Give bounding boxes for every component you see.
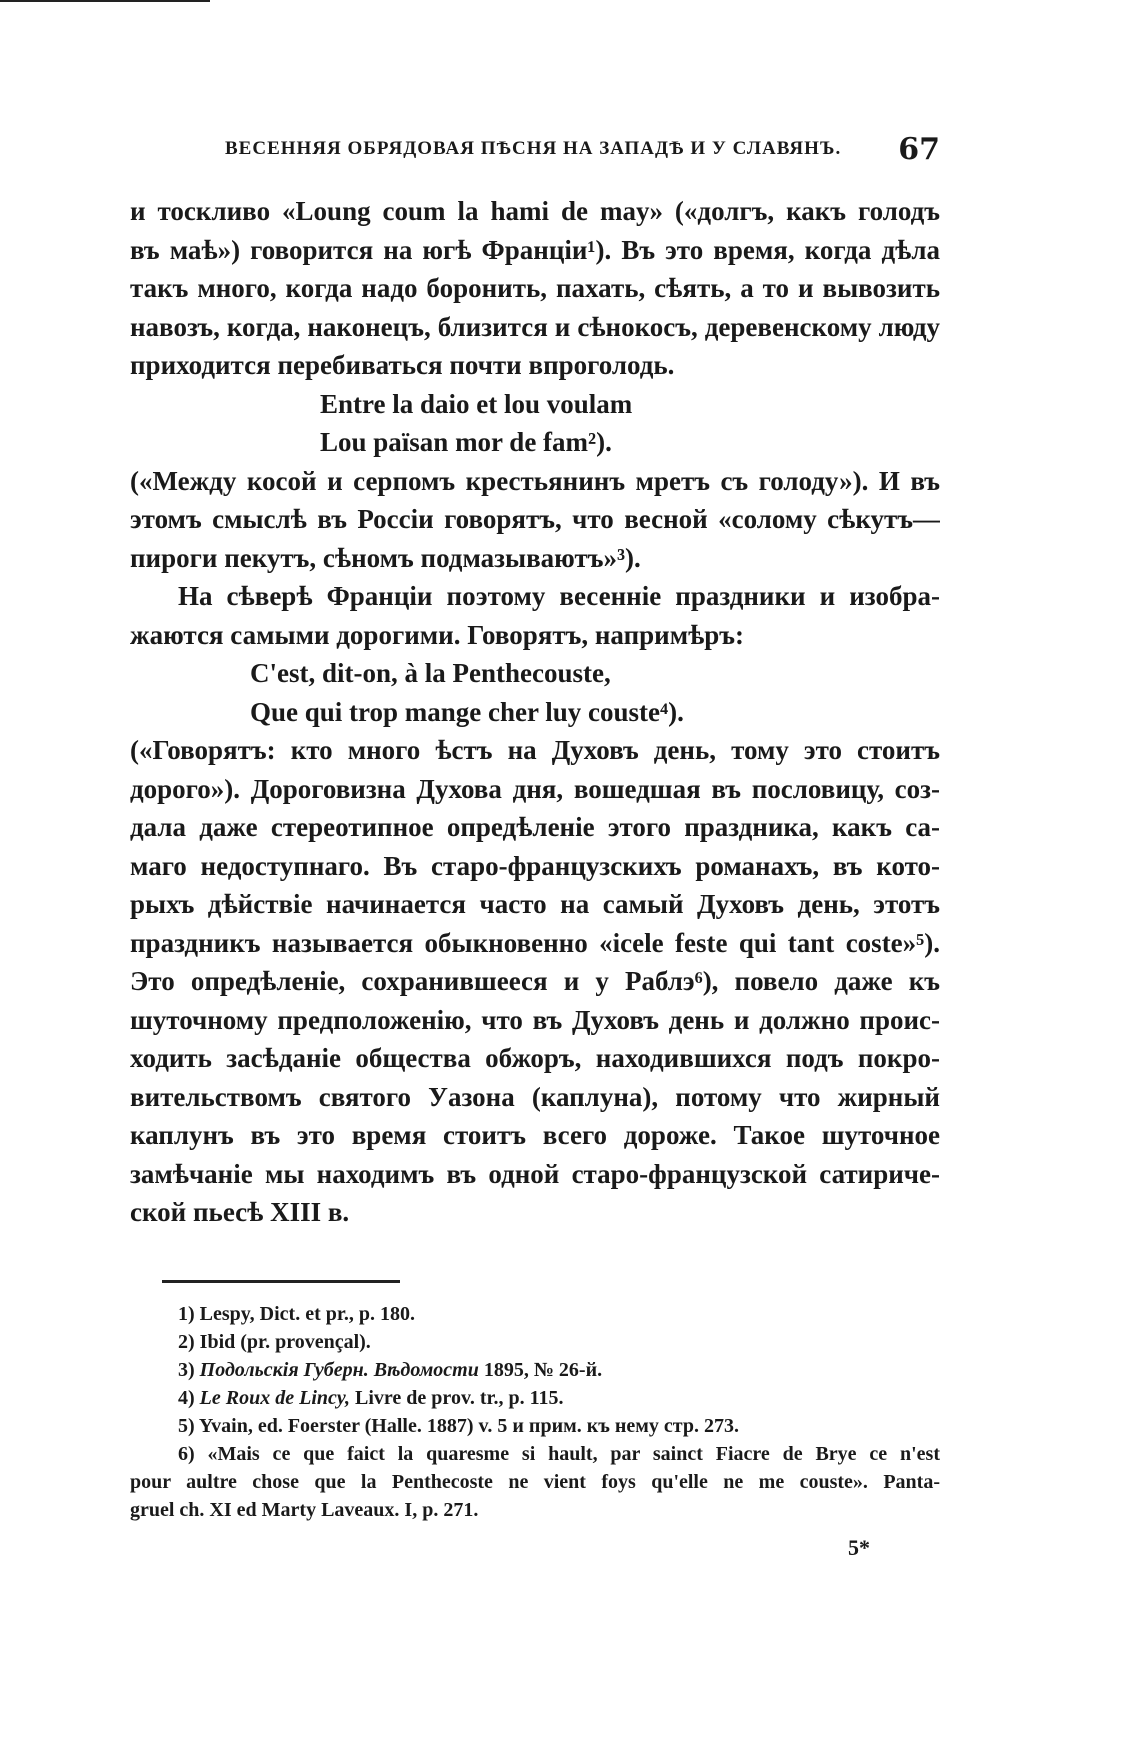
verse-line: Lou païsan mor de fam²).: [320, 427, 612, 457]
text-line: такъ много, когда надо боронить, пахать, сѣять, а то и вывозить: [130, 273, 940, 303]
footnote-6-line-2: pour aultre chose que la Penthecoste ne vient foys qu'elle ne me couste». Panta-: [130, 1471, 940, 1493]
footnote-4: [130, 1384, 940, 1412]
footnote-4-number: 4): [178, 1387, 195, 1409]
text-line: этомъ смыслѣ въ Россіи говорятъ, что весной «солому сѣкутъ—: [130, 504, 940, 534]
top-border-line: [0, 0, 210, 2]
footnote-separator: [162, 1280, 400, 1283]
running-title: ВЕСЕННЯЯ ОБРЯДОВАЯ ПѢСНЯ НА ЗАПАДѢ И У СЛАВЯНЪ.: [225, 138, 842, 159]
text-line: пироги пекутъ, сѣномъ подмазываютъ»³).: [130, 542, 641, 573]
page-number: 67: [898, 132, 940, 167]
verse-line: Entre la daio et lou voulam: [320, 388, 633, 419]
text-line: шуточному предположенію, что въ Духовъ день и должно проис-: [130, 1004, 940, 1035]
text-line: замѣчаніе мы находимъ въ одной старо-французской сатириче-: [130, 1158, 940, 1189]
footnote-6-line-1: 6) «Mais ce que faict la quaresme si hault, par sainct Fiacre de Brye ce n'est: [178, 1443, 940, 1465]
running-header: [130, 132, 940, 172]
footnote-4-author: Le Roux de Lincy,: [199, 1387, 351, 1409]
footnote-5: 5) Yvain, ed. Foerster (Halle. 1887) v. 5 и прим. къ нему стр. 273.: [178, 1415, 739, 1437]
text-line: навозъ, когда, наконецъ, близится и сѣнокосъ, деревенскому люду: [130, 311, 940, 342]
main-text: [130, 192, 940, 1232]
verse-line: Que qui trop mange cher luy couste⁴).: [250, 696, 684, 727]
text-line: дала даже стереотипное опредѣленіе этого праздника, какъ са-: [130, 812, 940, 842]
text-line: («Говорятъ: кто много ѣстъ на Духовъ день, тому это стоитъ: [130, 735, 940, 765]
footnote-6-line-3: gruel ch. XI ed Marty Laveaux. I, p. 271.: [130, 1499, 479, 1521]
text-line: ской пьесѣ XIII в.: [130, 1197, 350, 1227]
footnote-3-number: 3): [178, 1359, 195, 1381]
footnote-3-detail: 1895, № 26-й.: [483, 1359, 603, 1381]
footnote-3: [130, 1356, 940, 1384]
footnote-4-detail: Livre de prov. tr., p. 115.: [355, 1387, 564, 1409]
paragraph-start-line: На сѣверѣ Франціи поэтому весенніе праздники и изобра-: [178, 581, 940, 611]
footnotes: [130, 1300, 940, 1524]
text-line: вительствомъ святого Уазона (каплуна), потому что жирный: [130, 1081, 940, 1112]
text-line: Это опредѣленіе, сохранившееся и у Раблэ⁶), повело даже къ: [130, 966, 940, 996]
footnote-2: 2) Ibid (pr. provençal).: [178, 1331, 371, 1353]
text-line: ходить засѣданіе общества обжоръ, находившихся подъ покро-: [130, 1043, 940, 1073]
text-line: жаются самыми дорогими. Говорятъ, напримѣръ:: [130, 619, 745, 650]
text-line: въ маѣ») говорится на югѣ Франціи¹). Въ это время, когда дѣла: [130, 234, 940, 265]
text-line: («Между косой и серпомъ крестьянинъ мретъ съ голоду»). И въ: [130, 465, 940, 496]
text-line: праздникъ называется обыкновенно «icele feste qui tant coste»⁵).: [130, 927, 940, 958]
text-line: приходится перебиваться почти впроголодь.: [130, 350, 675, 380]
footnote-1: 1) Lespy, Dict. et pr., p. 180.: [178, 1303, 416, 1325]
text-line: дорого»). Дороговизна Духова дня, вошедшая въ пословицу, соз-: [130, 773, 940, 804]
text-line: маго недоступнаго. Въ старо-французскихъ романахъ, въ кото-: [130, 850, 940, 881]
text-line: каплунъ въ это время стоитъ всего дороже. Такое шуточное: [130, 1120, 940, 1150]
text-line: и тоскливо «Loung coum la hami de may» («долгъ, какъ голодъ: [130, 196, 940, 226]
text-line: рыхъ дѣйствіе начинается часто на самый Духовъ день, этотъ: [130, 889, 940, 919]
signature-mark: 5*: [848, 1535, 870, 1560]
verse-line: C'est, dit-on, à la Penthecouste,: [250, 658, 611, 688]
footnote-3-source: Подольскія Губерн. Вѣдомости: [199, 1359, 479, 1381]
